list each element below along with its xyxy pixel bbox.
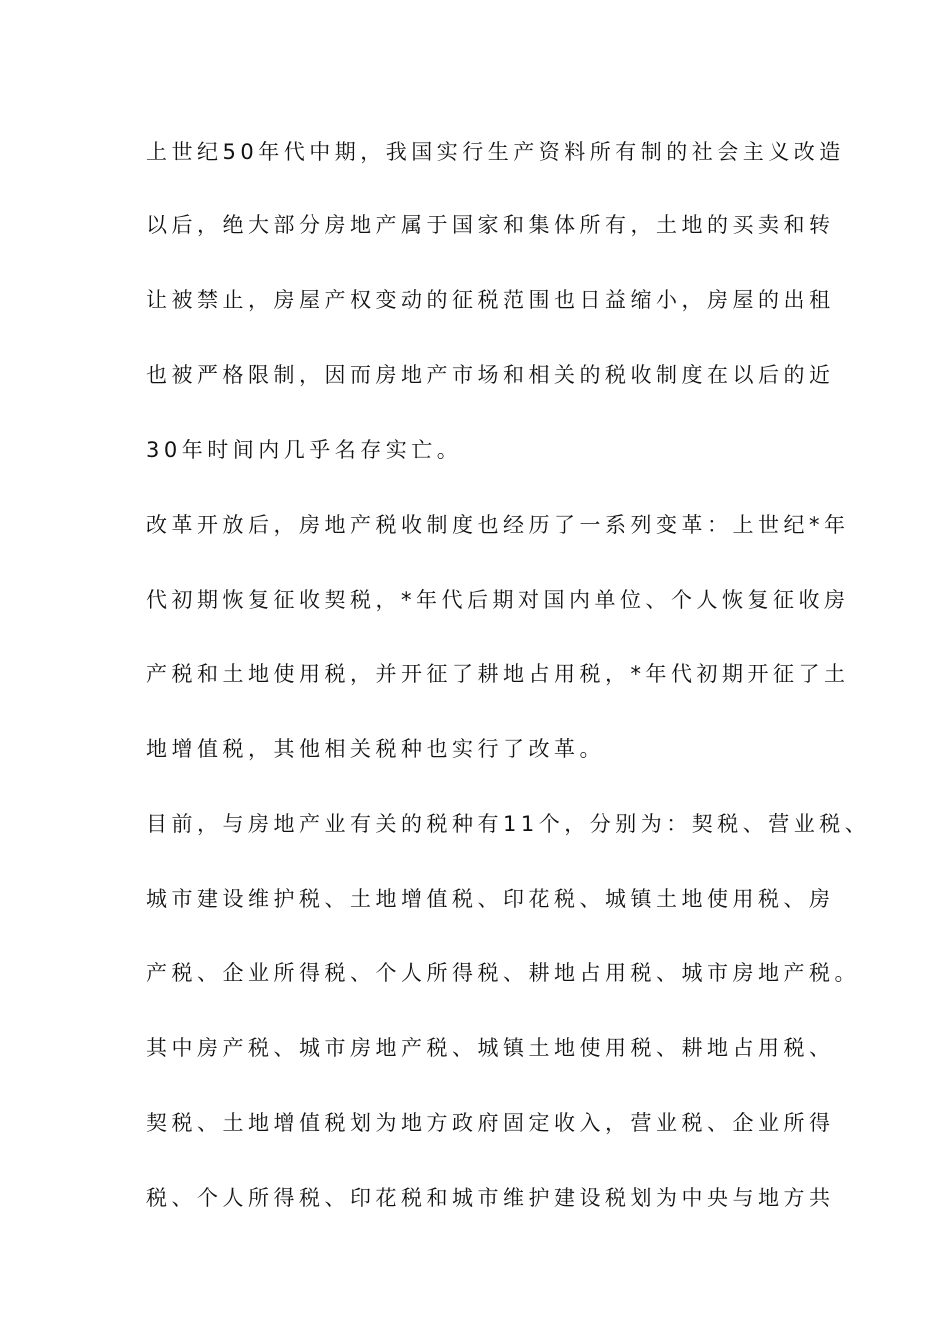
paragraph-3-line-2: 城市建设维护税、土地增值税、印花税、城镇土地使用税、房 <box>146 887 835 911</box>
paragraph-3-line-1: 目前，与房地产业有关的税种有11个，分别为：契税、营业税、 <box>146 812 871 836</box>
paragraph-1-line-5: 30年时间内几乎名存实亡。 <box>146 438 463 462</box>
paragraph-1-line-3: 让被禁止，房屋产权变动的征税范围也日益缩小，房屋的出租 <box>146 288 835 312</box>
paragraph-1-line-1: 上世纪50年代中期，我国实行生产资料所有制的社会主义改造 <box>146 140 845 164</box>
paragraph-2-line-4: 地增值税，其他相关税种也实行了改革。 <box>146 737 605 761</box>
paragraph-1-line-2: 以后，绝大部分房地产属于国家和集体所有，土地的买卖和转 <box>146 213 835 237</box>
paragraph-4-line-2: 契税、土地增值税划为地方政府固定收入，营业税、企业所得 <box>146 1111 835 1135</box>
paragraph-2-line-2: 代初期恢复征收契税，*年代后期对国内单位、个人恢复征收房 <box>146 588 850 612</box>
paragraph-4-line-3: 税、个人所得税、印花税和城市维护建设税划为中央与地方共 <box>146 1186 835 1210</box>
paragraph-2-line-1: 改革开放后，房地产税收制度也经历了一系列变革：上世纪*年 <box>146 513 850 537</box>
paragraph-1-line-4: 也被严格限制，因而房地产市场和相关的税收制度在以后的近 <box>146 363 835 387</box>
paragraph-3-line-3: 产税、企业所得税、个人所得税、耕地占用税、城市房地产税。 <box>146 961 860 985</box>
paragraph-4-line-1: 其中房产税、城市房地产税、城镇土地使用税、耕地占用税、 <box>146 1036 835 1060</box>
paragraph-2-line-3: 产税和土地使用税，并开征了耕地占用税，*年代初期开征了土 <box>146 662 850 686</box>
